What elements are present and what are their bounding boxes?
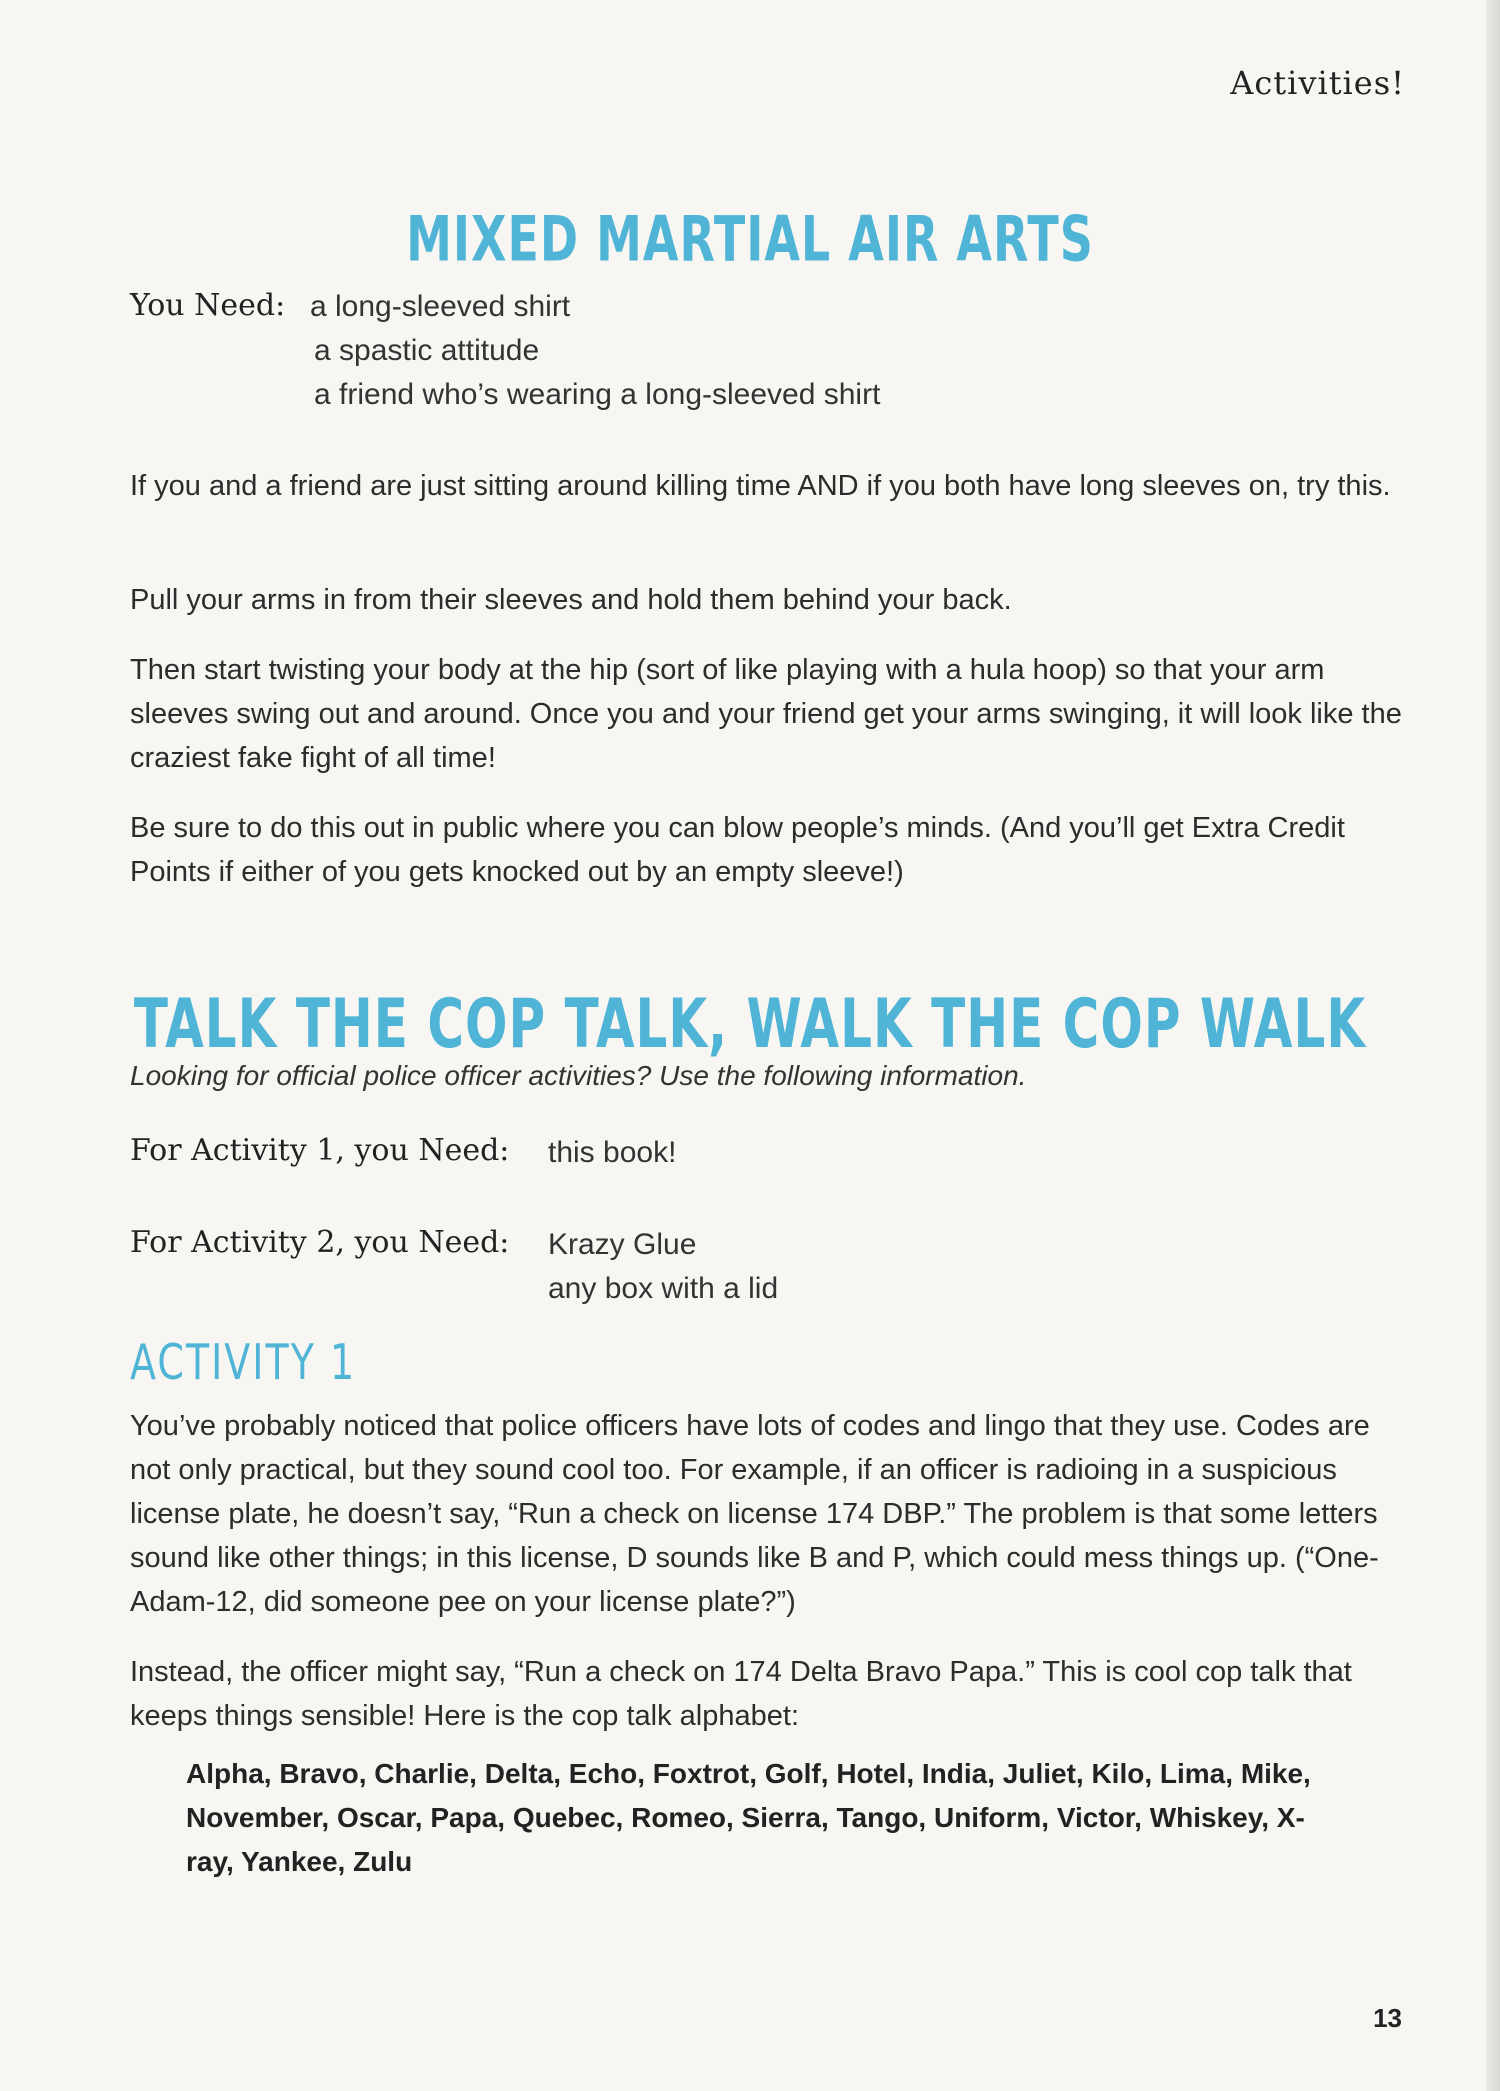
- activity1-need-label: For Activity 1, you Need:: [130, 1133, 510, 1168]
- activity2-item: any box with a lid: [548, 1272, 779, 1305]
- paragraph: Be sure to do this out in public where you can blow people’s minds. (And you’ll get Extra Credit Points if either of you gets knocked out by an empty sleeve!): [130, 812, 1345, 888]
- you-need-label: You Need:: [130, 288, 286, 323]
- running-head: Activities!: [1230, 64, 1405, 102]
- activity-1-heading: ACTIVITY 1: [130, 1333, 357, 1391]
- activity2-need-label: For Activity 2, you Need:: [130, 1225, 510, 1260]
- page-number: 13: [1373, 2003, 1402, 2033]
- lead-text: Looking for official police officer activities? Use the following information.: [130, 1060, 1027, 1091]
- paragraph: Pull your arms in from their sleeves and hold them behind your back.: [130, 584, 1012, 616]
- need-item: a spastic attitude: [314, 334, 540, 367]
- paragraph: If you and a friend are just sitting around killing time AND if you both have long sleeves on, try this.: [130, 470, 1391, 502]
- paragraph: Instead, the officer might say, “Run a check on 174 Delta Bravo Papa.” This is cool cop talk that keeps things sensible! Here is the cop talk alphabet:: [130, 1656, 1352, 1732]
- need-item: a friend who’s wearing a long-sleeved shirt: [314, 378, 881, 411]
- paragraph: Then start twisting your body at the hip (sort of like playing with a hula hoop) so that your arm sleeves swing out and around. Once you and your friend get your arms swinging, it will look like the craziest fake fight of all time!: [130, 654, 1402, 774]
- section-title-mixed-martial-air-arts: MIXED MARTIAL AIR ARTS: [406, 202, 1094, 276]
- paragraph: You’ve probably noticed that police officers have lots of codes and lingo that they use. Codes are not only practical, but they sound cool too. For example, if an officer is radioing in a suspicious license plate, he doesn’t say, “Run a check on license 174 DBP.” The problem is that some letters sound like other things; in this license, D sounds like B and P, which could mess things up. (“One-Adam-12, did someone pee on your license plate?”): [130, 1410, 1379, 1618]
- activity2-item: Krazy Glue: [548, 1228, 697, 1261]
- cop-talk-alphabet: Alpha, Bravo, Charlie, Delta, Echo, Foxtrot, Golf, Hotel, India, Juliet, Kilo, Lima, Mike, November, Oscar, Papa, Quebec, Romeo, Sierra, Tango, Uniform, Victor, Whiskey, X-ray, Yankee, Zulu: [186, 1758, 1311, 1877]
- activity1-item: this book!: [548, 1136, 677, 1169]
- section-title-cop-talk: TALK THE COP TALK, WALK THE COP WALK: [133, 984, 1367, 1064]
- need-item: a long-sleeved shirt: [310, 290, 571, 323]
